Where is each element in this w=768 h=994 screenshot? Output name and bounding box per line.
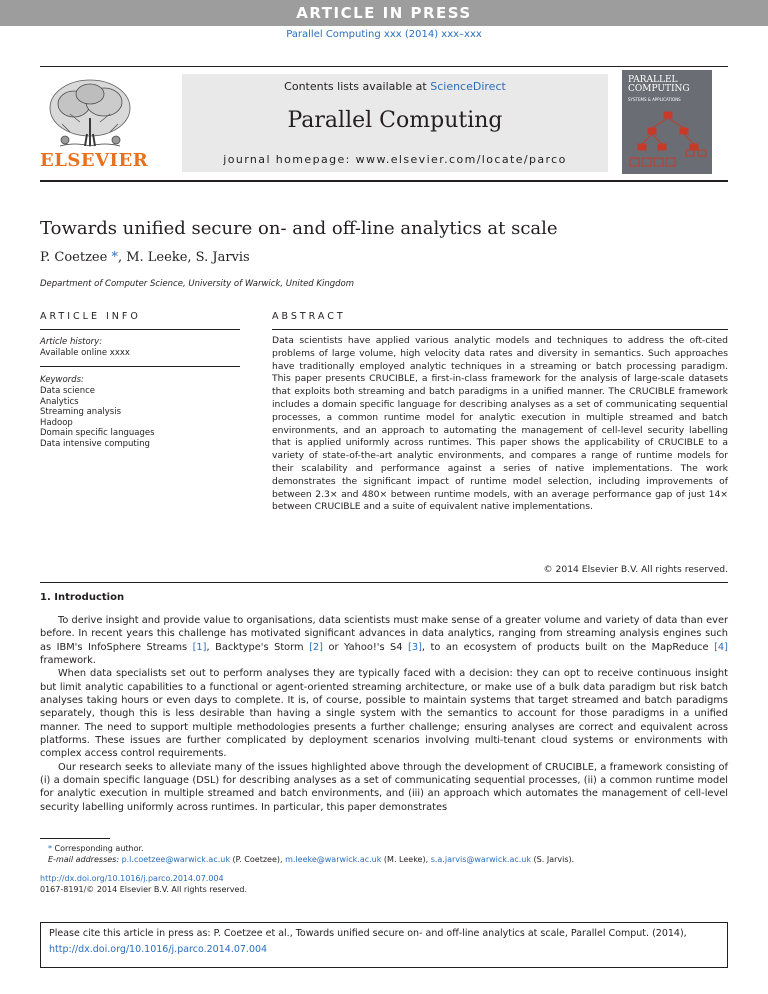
keyword: Data intensive computing [40, 438, 150, 449]
corresponding-author-marker[interactable]: * [111, 250, 118, 265]
abstract-text: Data scientists have applied various analytic models and techniques to address the oft-cited problems of large volume, high velocity data rates and diversity in semantics. Such approaches have traditionally employed analytic techniques in a streaming or batch processing paradigm. This paper presents CRUCIBLE, a first-in-class framework for the analysis of large-scale datasets that exploits both streaming and batch paradigms in a unified manner. The CRUCIBLE framework includes a domain specific language for describing analyses as a set of communicating sequential processes, a common runtime model for analytic execution in multiple streamed and batch environments, and an approach to automating the management of cell-level security labelling that is applied uniformly across runtimes. This paper shows the applicability of CRUCIBLE to a variety of state-of-the-art analytic environments, and compares a range of runtime models for their scalability and performance against a series of native implementations. The work demonstrates the significant impact of runtime model selection, including improvements of between 2.3× and 480× between runtime models, with an average performance gap of just 14× between CRUCIBLE and a suite of equivalent native implementations. [272, 335, 728, 513]
article-info-rule [40, 329, 240, 330]
abstract-rule [272, 329, 728, 330]
intro-p1-text: or Yahoo!'s S4 [322, 641, 409, 653]
email-jarvis-name: (S. Jarvis). [531, 855, 575, 864]
footnote-corresponding [48, 844, 144, 853]
intro-paragraph-2: When data specialists set out to perform analyses they are typically faced with a decision: they can opt to receive continuous insight but limit analytic capabilities to a functional or agent-oriented streaming architecture, or make use of a bulk data paradigm but risk batch analyses taking hours or even days to complete. It is, of course, possible to maintain systems that target streamed and batch paradigms separately, though this is less desirable than having a single system with the semantics to account for those paradigms in a unified manner. The need to support multiple methodologies presents a further challenge; ensuring analyses are correct and equivalent across platforms. These issues are further complicated by deployment scenarios involving multi-tenant cloud systems or environments with complex access control requirements. [40, 668, 728, 760]
cover-subtitle: SYSTEMS & APPLICATIONS [628, 97, 681, 102]
introduction-heading: 1. Introduction [40, 592, 125, 603]
affiliation: Department of Computer Science, University of Warwick, United Kingdom [40, 279, 354, 289]
footnote-emails [48, 855, 728, 864]
intro-paragraph-1 [40, 614, 728, 667]
introduction-body [40, 614, 728, 814]
intro-paragraph-3: Our research seeks to alleviate many of the issues highlighted above through the development of CRUCIBLE, a framework consisting of (i) a domain specific language (DSL) for describing analyses as a set of communicating sequential processes, (ii) a common runtime model for analytic execution in multiple streamed and batch environments, and (iii) an approach which automates the management of cell-level security labelling uniformly across runtimes. In particular, this paper demonstrates [40, 761, 728, 813]
article-history-label: Article history: [40, 337, 103, 347]
copyright-notice: © 2014 Elsevier B.V. All rights reserved. [543, 564, 728, 575]
author-list [40, 250, 728, 265]
header-rule-top [40, 66, 728, 67]
reference-3-link[interactable]: [3] [408, 641, 422, 653]
intro-p1-text: framework. [40, 655, 96, 667]
header-rule-bottom [40, 180, 728, 182]
keyword: Data science [40, 386, 95, 396]
keywords-rule [40, 366, 240, 367]
email-leeke-name: (M. Leeke), [381, 855, 431, 864]
email-coetzee-name: (P. Coetzee), [229, 855, 286, 864]
authors-rest: , M. Leeke, S. Jarvis [117, 250, 250, 265]
journal-title: Parallel Computing [287, 108, 503, 133]
issn-line: 0167-8191/© 2014 Elsevier B.V. All rights reserved. [40, 885, 248, 894]
keywords-label: Keywords: [40, 375, 84, 385]
intro-p1-text: , to an ecosystem of products built on the MapReduce [421, 641, 715, 653]
keyword: Hadoop [40, 417, 73, 428]
email-label: E-mail addresses: [48, 855, 122, 864]
cover-title-line-2: COMPUTING [628, 84, 690, 94]
reference-4-link[interactable]: [4] [714, 641, 728, 653]
journal-reference-link[interactable]: Parallel Computing xxx (2014) xxx–xxx [286, 29, 482, 40]
article-history-value: Available online xxxx [40, 348, 130, 358]
sciencedirect-link[interactable]: ScienceDirect [430, 80, 506, 93]
cover-tree-graphic-icon [626, 108, 710, 170]
cover-title-line-1: PARALLEL [628, 75, 678, 85]
footnote-marker[interactable]: * [48, 844, 52, 853]
doi-link[interactable]: http://dx.doi.org/10.1016/j.parco.2014.07.004 [40, 874, 224, 883]
corresponding-author-label: Corresponding author. [54, 844, 144, 853]
citation-text: Please cite this article in press as: P. Coetzee et al., Towards unified secure on- and off-line analytics at scale, Parallel Comput. (2014), [49, 928, 687, 939]
author-coetzee: P. Coetzee [40, 250, 108, 265]
contents-prefix: Contents lists available at [284, 80, 431, 93]
article-title: Towards unified secure on- and off-line analytics at scale [40, 218, 558, 239]
email-coetzee-link[interactable]: p.l.coetzee@warwick.ac.uk [121, 855, 230, 864]
footnote-rule [40, 838, 110, 839]
article-in-press-banner: ARTICLE IN PRESS [0, 0, 768, 26]
journal-homepage[interactable]: journal homepage: www.elsevier.com/locate/parco [223, 153, 567, 166]
abstract-heading: ABSTRACT [272, 311, 346, 322]
keywords-list [40, 386, 240, 450]
email-leeke-link[interactable]: m.leeke@warwick.ac.uk [285, 855, 382, 864]
keyword: Streaming analysis [40, 407, 122, 418]
email-jarvis-link[interactable]: s.a.jarvis@warwick.ac.uk [430, 855, 532, 864]
keyword: Analytics [40, 396, 79, 407]
article-info-heading: ARTICLE INFO [40, 311, 141, 322]
citation-box [40, 922, 728, 968]
abstract-bottom-rule [40, 582, 728, 583]
reference-1-link[interactable]: [1] [192, 641, 207, 653]
intro-p1-text: , Backtype's Storm [206, 641, 310, 653]
cover-title [628, 76, 708, 94]
keyword: Domain specific languages [40, 428, 155, 439]
elsevier-wordmark: ELSEVIER [40, 150, 149, 171]
contents-line [182, 80, 608, 93]
citation-doi-link[interactable]: http://dx.doi.org/10.1016/j.parco.2014.07.004 [49, 944, 268, 955]
intro-p1-text: To derive insight and provide value to organisations, data scientists must make sense of a greater volume and variety of data than ever before. In recent years this challenge has motivated significant advances in data analytics, ranging from streaming analysis engines such as IBM's InfoSphere Streams [40, 615, 728, 653]
reference-2-link[interactable]: [2] [309, 641, 323, 653]
